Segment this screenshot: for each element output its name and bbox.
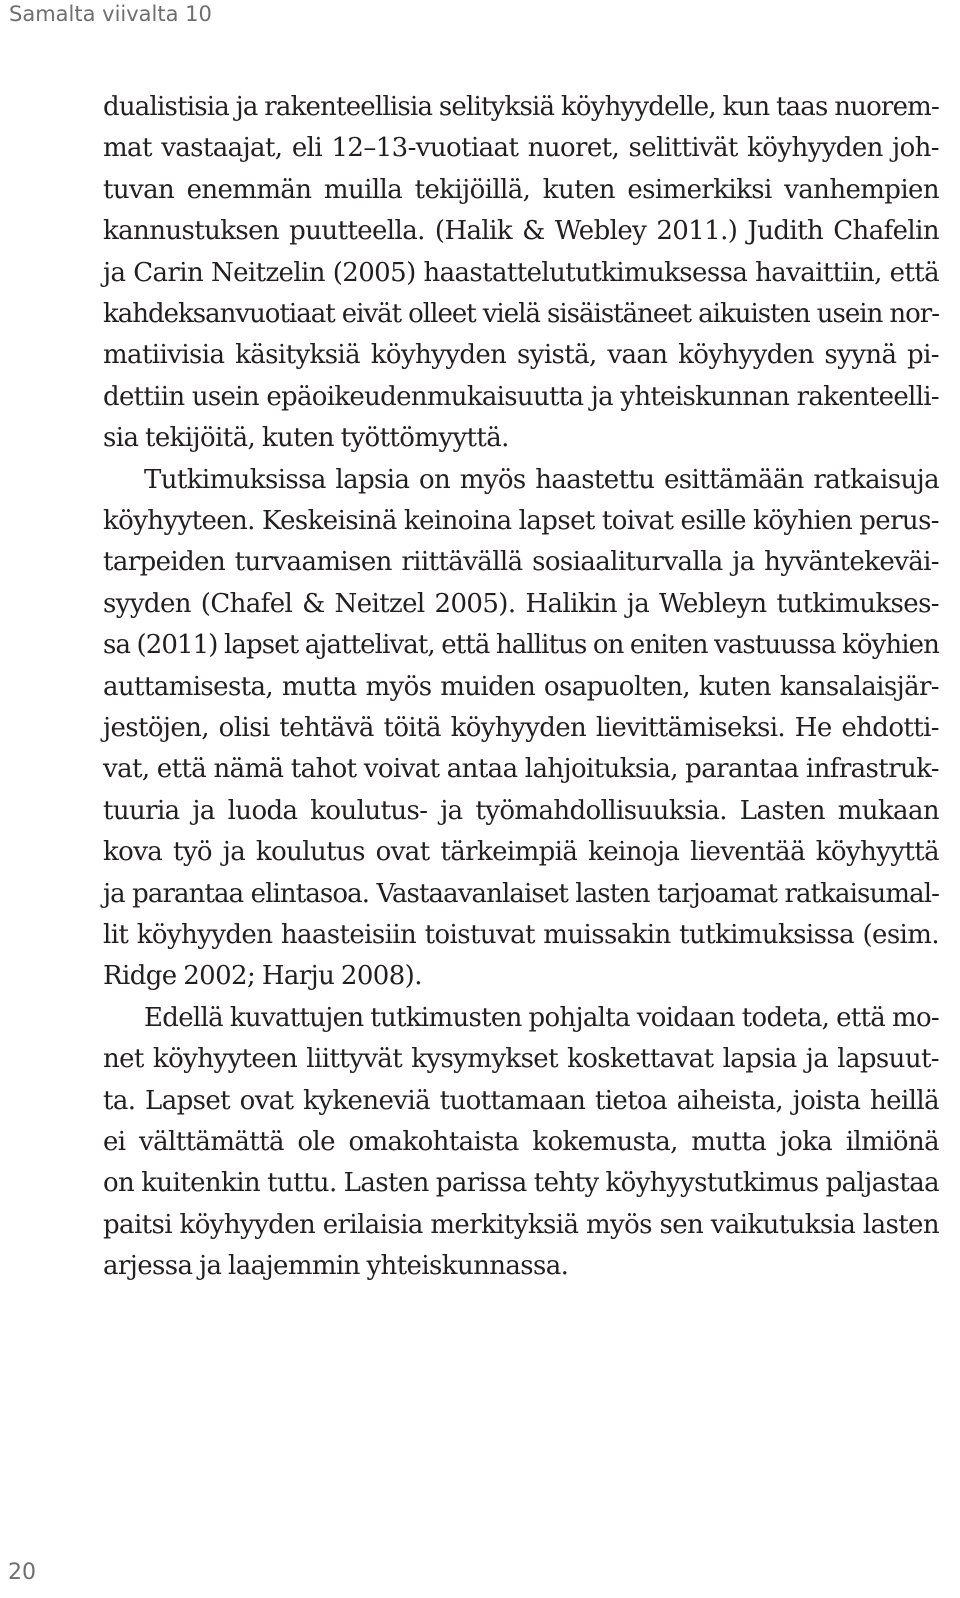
text-line: lit köyhyyden haasteisiin toistuvat muissakin tutkimuksissa (esim. <box>103 920 939 950</box>
text-line: matiivisia käsityksiä köyhyyden syistä, vaan köyhyyden syynä pi- <box>103 340 939 371</box>
text-line: on kuitenkin tuttu. Lasten parissa tehty köyhyystutkimus paljastaa <box>103 1168 939 1199</box>
text-line: Ridge 2002; Harju 2008). <box>103 961 422 992</box>
text-line: dettiin usein epäoikeudenmukaisuutta ja yhteiskunnan rakenteelli- <box>103 381 939 412</box>
text-line: dualistisia ja rakenteellisia selityksiä köyhyydelle, kun taas nuorem- <box>103 92 939 122</box>
running-header: Samalta viivalta 10 <box>9 2 212 26</box>
text-line: arjessa ja laajemmin yhteiskunnassa. <box>103 1251 569 1282</box>
text-line: mat vastaajat, eli 12–13-vuotiaat nuoret, selittivät köyhyyden joh- <box>103 133 939 164</box>
text-line: sa (2011) lapset ajattelivat, että hallitus on eniten vastuussa köyhien <box>103 630 939 661</box>
text-line: paitsi köyhyyden erilaisia merkityksiä myös sen vaikutuksia lasten <box>103 1209 939 1240</box>
text-line: net köyhyyteen liittyvät kysymykset koskettavat lapsia ja lapsuut- <box>103 1044 939 1075</box>
text-line: tuuria ja luoda koulutus- ja työmahdollisuuksia. Lasten mukaan <box>103 795 939 826</box>
text-line: ja parantaa elintasoa. Vastaavanlaiset lasten tarjoamat ratkaisumal- <box>103 878 939 909</box>
text-line: ta. Lapset ovat kykeneviä tuottamaan tietoa aiheista, joista heillä <box>103 1085 939 1116</box>
text-line: auttamisesta, mutta myös muiden osapuolten, kuten kansalaisjär- <box>103 671 939 702</box>
page-number: 20 <box>8 1560 36 1585</box>
text-line: tarpeiden turvaamisen riittävällä sosiaaliturvalla ja hyväntekeväi- <box>103 547 939 578</box>
text-line: Edellä kuvattujen tutkimusten pohjalta voidaan todeta, että mo- <box>144 1002 939 1033</box>
text-line: sia tekijöitä, kuten työttömyyttä. <box>103 423 509 454</box>
text-line: kahdeksanvuotiaat eivät olleet vielä sisäistäneet aikuisten usein nor- <box>103 299 939 329</box>
text-line: köyhyyteen. Keskeisinä keinoina lapset toivat esille köyhien perus- <box>103 506 939 536</box>
text-line: kannustuksen puutteella. (Halik & Webley 2011.) Judith Chafelin <box>103 216 939 247</box>
text-line: Tutkimuksissa lapsia on myös haastettu esittämään ratkaisuja <box>144 464 939 495</box>
text-line: vat, että nämä tahot voivat antaa lahjoituksia, parantaa infrastruk- <box>103 754 939 785</box>
text-line: syyden (Chafel & Neitzel 2005). Halikin ja Webleyn tutkimukses- <box>103 588 939 619</box>
text-line: ja Carin Neitzelin (2005) haastattelututkimuksessa havaittiin, että <box>103 257 939 288</box>
text-line: tuvan enemmän muilla tekijöillä, kuten esimerkiksi vanhempien <box>103 174 939 205</box>
text-line: kova työ ja koulutus ovat tärkeimpiä keinoja lieventää köyhyyttä <box>103 837 939 868</box>
text-line: ei välttämättä ole omakohtaista kokemusta, mutta joka ilmiönä <box>103 1127 939 1157</box>
text-line: jestöjen, olisi tehtävä töitä köyhyyden lievittämiseksi. He ehdotti- <box>103 713 939 743</box>
